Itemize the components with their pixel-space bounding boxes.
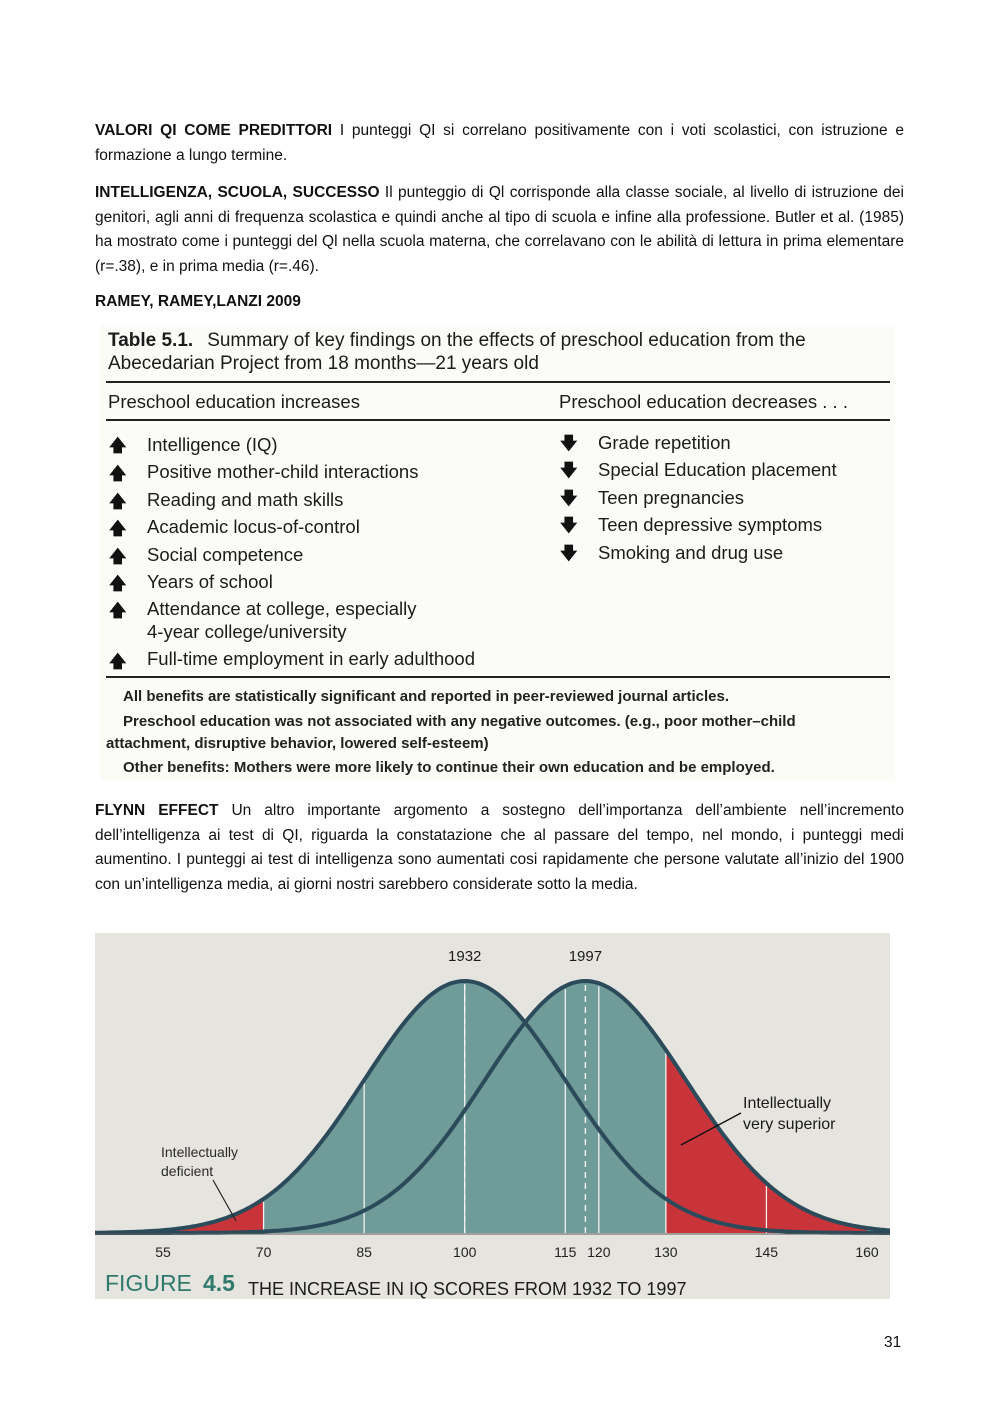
list-item: Grade repetition: [598, 432, 731, 453]
list-item: Smoking and drug use: [598, 542, 784, 563]
x-tick-label: 85: [356, 1244, 372, 1260]
paragraph-iq-predictors: [95, 119, 904, 168]
list-item: Special Education placement: [598, 459, 837, 480]
series-label-1997: 1997: [568, 948, 603, 965]
paragraph-flynn-effect: [95, 799, 904, 897]
table-title-line1: Summary of key findings on the effects of preschool education from the: [207, 330, 806, 351]
figure-caption-prefix: FIGURE: [105, 1270, 192, 1296]
table-note: attachment, disruptive behavior, lowered self-esteem): [106, 735, 489, 752]
down-arrow-icon: 🡇: [560, 434, 578, 453]
list-item: Reading and math skills: [147, 489, 344, 510]
x-tick-label: 160: [855, 1244, 879, 1260]
down-arrow-icon: 🡇: [560, 461, 578, 480]
up-arrow-icon: 🡅: [109, 519, 127, 538]
column-header-increases: Preschool education increases: [108, 391, 360, 412]
table-note: All benefits are statistically significant and reported in peer-reviewed journal articles.: [123, 688, 730, 705]
up-arrow-icon: 🡅: [109, 574, 127, 593]
list-item: Intelligence (IQ): [147, 434, 278, 455]
x-tick-label: 100: [453, 1244, 477, 1260]
table-top-rule: [106, 381, 890, 383]
table-bottom-rule: [106, 676, 890, 678]
up-arrow-icon: 🡅: [109, 601, 127, 620]
paragraph-text: Il punteggio di Ql corrisponde alla classe sociale, al livello di istruzione dei genitori, agli anni di frequenza scolastica e quindi anche al tipo di scuola e infine alla professione. Butler et al. (1985) ha mostrato come i punteggi del Ql nella scuola materna, che correlavano con le abilità di lettura in prima elementare (r=.38), e in prima media (r=.46).: [95, 184, 904, 275]
iq-distribution-chart: [95, 933, 890, 1299]
list-item: Attendance at college, especially: [147, 598, 417, 619]
paragraph-label: FLYNN EFFECT: [95, 802, 219, 819]
x-tick-label: 70: [255, 1244, 272, 1260]
down-arrow-icon: 🡇: [560, 489, 578, 508]
down-arrow-icon: 🡇: [560, 516, 578, 535]
x-tick-label: 115: [554, 1244, 577, 1260]
list-item: Years of school: [147, 571, 273, 592]
up-arrow-icon: 🡅: [109, 436, 127, 455]
x-tick-label: 130: [654, 1244, 678, 1260]
table-note: Other benefits: Mothers were more likely to continue their own education and be employed.: [123, 759, 775, 776]
down-arrow-icon: 🡇: [560, 544, 578, 563]
x-tick-label: 120: [587, 1244, 611, 1260]
up-arrow-icon: 🡅: [109, 652, 127, 671]
list-item-continuation: 4-year college/university: [147, 621, 347, 642]
table-header-rule: [106, 419, 890, 421]
paragraph-text: I punteggi QI si correlano positivamente con i voti scolastici, con istruzione e formazione a lungo termine.: [95, 122, 904, 164]
annotation-deficient-line1: Intellectually: [161, 1144, 239, 1160]
table-title-line2: Abecedarian Project from 18 months—21 years old: [108, 353, 539, 374]
paragraph-label: INTELLIGENZA, SCUOLA, SUCCESSO: [95, 184, 380, 201]
section-heading-ramey: RAMEY, RAMEY,LANZI 2009: [95, 293, 301, 310]
table-note: Preschool education was not associated with any negative outcomes. (e.g., poor mother–child: [123, 713, 796, 730]
paragraph-intelligence-school: [95, 181, 904, 279]
up-arrow-icon: 🡅: [109, 547, 127, 566]
annotation-superior-line1: Intellectually: [743, 1095, 832, 1112]
paragraph-label: VALORI QI COME PREDITTORI: [95, 122, 333, 139]
paragraph-text: Un altro importante argomento a sostegno dell’importanza dell’ambiente nell’incremento dell’intelligenza ai test di QI, riguarda la constatazione che al passare del tempo, nel mondo, i punteggi medi aumentino. I punteggi ai test di intelligenza sono aumentati cosi rapidamente che persone valutate all’inizio del 1900 con un’intelligenza media, ai giorni nostri sarebbero considerate sotto la media.: [95, 802, 904, 893]
series-label-1932: 1932: [448, 948, 482, 965]
annotation-deficient-line2: deficient: [161, 1163, 214, 1179]
annotation-superior-line2: very superior: [743, 1116, 836, 1133]
column-header-decreases: Preschool education decreases . . .: [559, 391, 848, 412]
table-title: [108, 329, 888, 375]
figure-4-5-iq-curves: [95, 933, 890, 1299]
list-item: Positive mother-child interactions: [147, 461, 419, 482]
up-arrow-icon: 🡅: [109, 464, 127, 483]
page-number: 31: [884, 1334, 902, 1351]
list-item: Social competence: [147, 544, 304, 565]
list-item: Academic locus-of-control: [147, 516, 360, 537]
table-5-1-image: [100, 325, 895, 780]
list-item: Full-time employment in early adulthood: [147, 648, 476, 669]
list-item: Teen pregnancies: [598, 487, 745, 508]
table-number: Table 5.1.: [108, 330, 194, 351]
x-tick-label: 55: [155, 1244, 171, 1260]
x-tick-label: 145: [754, 1244, 779, 1260]
figure-caption-text: THE INCREASE IN IQ SCORES FROM 1932 TO 1997: [248, 1279, 687, 1299]
figure-caption-number: 4.5: [203, 1270, 235, 1296]
list-item: Teen depressive symptoms: [598, 514, 823, 535]
up-arrow-icon: 🡅: [109, 492, 127, 511]
